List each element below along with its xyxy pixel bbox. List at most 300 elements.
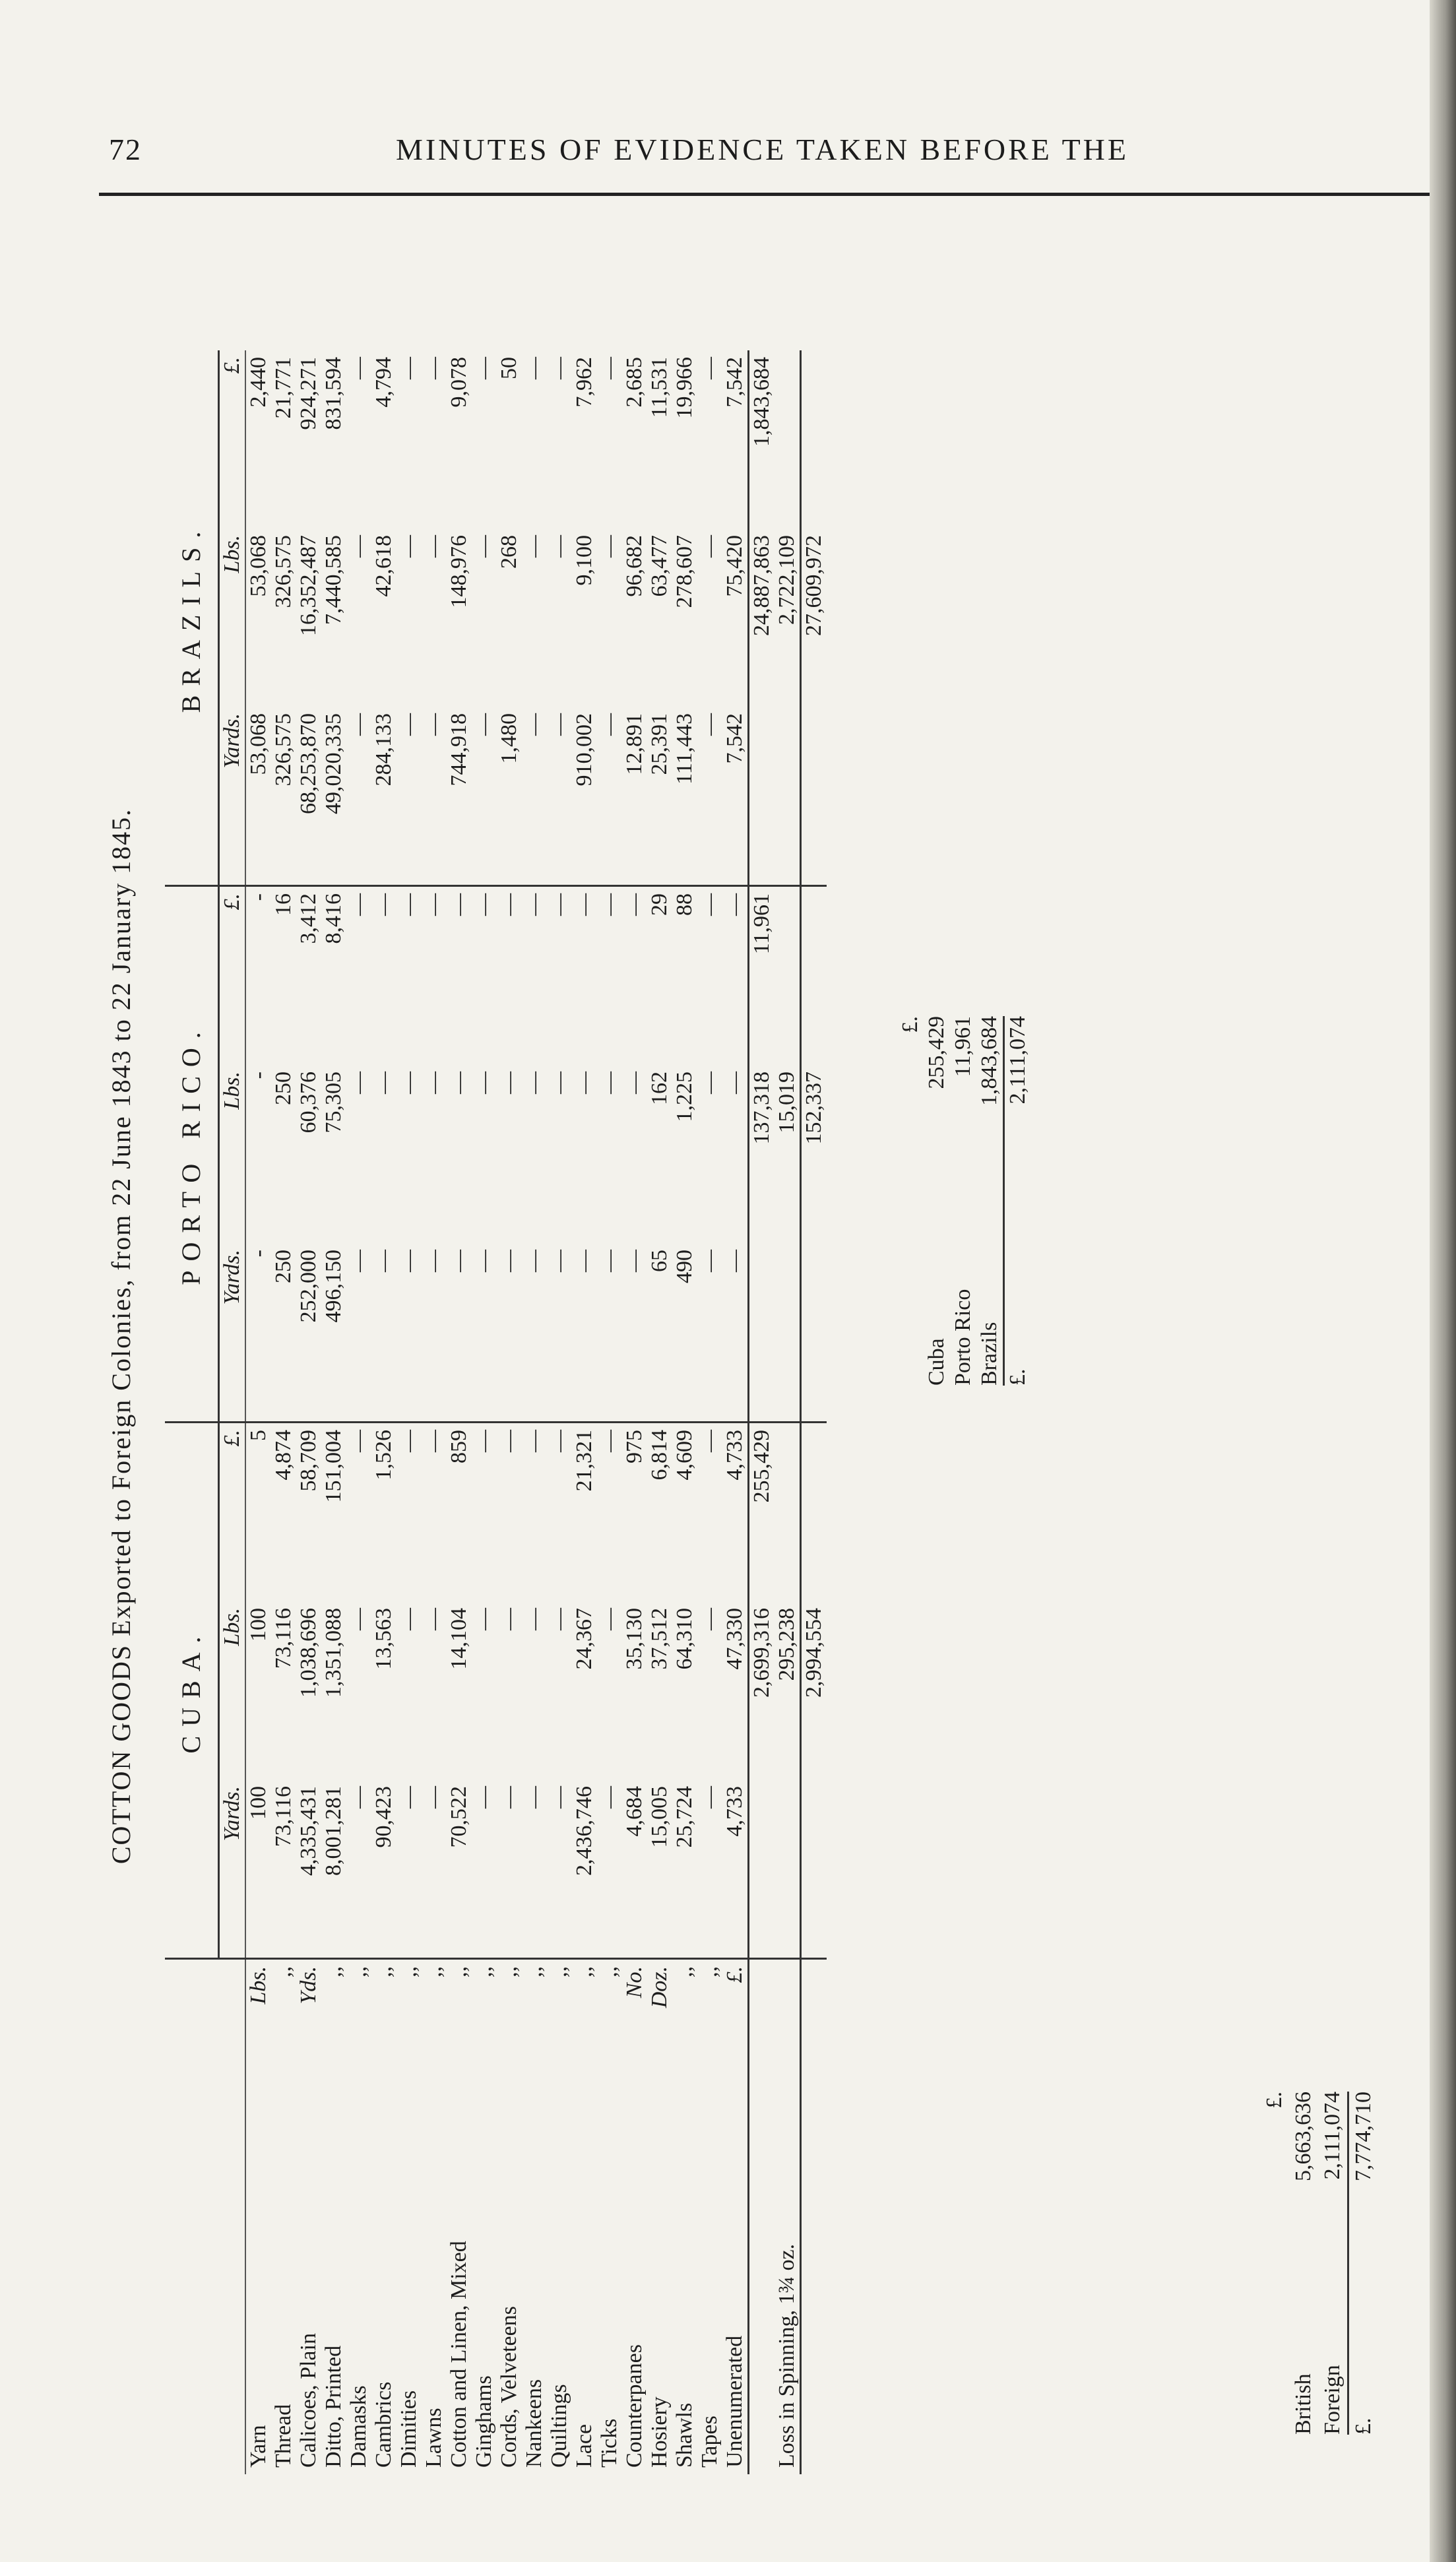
summary-value: 11,961: [951, 1016, 975, 1077]
table-cell: —: [346, 535, 371, 558]
table-cell: 60,376: [296, 1072, 321, 1134]
table-cell: —: [697, 707, 722, 886]
row-label: Ginghams: [472, 2375, 496, 2468]
table-cell: 4,794: [371, 357, 396, 408]
row-unit: ,,: [447, 1966, 471, 1977]
table-cell: 1,526: [371, 1430, 396, 1481]
table-title: COTTON GOODS Exported to Foreign Colonies, from 22 June 1843 to 22 January 1845.: [106, 808, 136, 1865]
grand-cell: [801, 1423, 827, 1602]
table-cell: 2,440: [246, 357, 270, 408]
table-cell: 924,271: [296, 357, 321, 430]
table-cell: 496,150: [321, 1243, 346, 1423]
row-unit: £.: [722, 1966, 747, 1983]
table-cell: —: [597, 1072, 621, 1094]
table-cell: 4,684: [622, 1779, 647, 1959]
final-total: 7,774,710: [1351, 2092, 1376, 2181]
grand-cell: 27,609,972: [801, 528, 827, 707]
table-cell: —: [472, 1072, 496, 1094]
table-cell: —: [522, 1608, 546, 1630]
table-cell: —: [422, 535, 446, 558]
table-cell: 7,440,585: [321, 535, 346, 625]
table-cell: 70,522: [447, 1779, 472, 1959]
grand-cell: [801, 1779, 827, 1959]
table-cell: —: [447, 893, 471, 916]
table-cell: 3,412: [296, 893, 321, 944]
table-cell: —: [722, 893, 747, 916]
table-cell: 4,733: [722, 1430, 747, 1481]
summary-name: Brazils: [977, 1322, 1001, 1386]
row-label: Hosiery: [647, 2396, 672, 2468]
grand-total-row: [801, 350, 827, 2474]
loss-cell: [775, 1243, 801, 1423]
table-cell: —: [547, 1072, 571, 1094]
column-subhead: Lbs.: [219, 1065, 246, 1243]
row-label: Lawns: [422, 2408, 446, 2468]
table-cell: —: [597, 1779, 622, 1959]
table-row: [371, 350, 396, 2474]
table-cell: —: [622, 1072, 647, 1094]
table-cell: —: [472, 893, 496, 916]
table-cell: —: [346, 357, 371, 379]
row-label: Unenumerated: [722, 2335, 747, 2468]
table-cell: —: [522, 893, 546, 916]
table-cell: 278,607: [672, 535, 697, 608]
summary-unit: £.: [898, 1016, 922, 1033]
table-cell: -: [246, 893, 270, 901]
table-cell: —: [497, 1243, 522, 1423]
table-cell: —: [597, 893, 621, 916]
row-unit: Yds.: [296, 1966, 321, 2004]
grand-cell: 152,337: [801, 1065, 827, 1243]
row-label: Calicoes, Plain: [296, 2333, 321, 2468]
table-cell: —: [697, 1608, 722, 1630]
table-cell: —: [346, 1072, 371, 1094]
table-cell: —: [572, 1243, 597, 1423]
total-cell: 1,843,684: [749, 350, 775, 528]
loss-row: [775, 350, 801, 2474]
table-cell: 73,116: [271, 1779, 296, 1959]
row-unit: ,,: [522, 1966, 546, 1977]
column-subhead: £.: [219, 1423, 246, 1602]
final-row: [1318, 2092, 1347, 2435]
table-cell: —: [547, 1243, 572, 1423]
total-cell: 137,318: [749, 1065, 775, 1243]
final-value: 5,663,636: [1291, 2092, 1315, 2181]
row-unit: Lbs.: [246, 1966, 270, 2004]
total-cell: 11,961: [749, 886, 775, 1066]
table-cell: —: [422, 1779, 447, 1959]
page-number: 72: [109, 133, 142, 166]
table-cell: —: [697, 357, 722, 379]
table-cell: —: [371, 893, 396, 916]
table-cell: 2,685: [622, 357, 647, 408]
header-rule: [99, 193, 1451, 196]
table-cell: 63,477: [647, 535, 672, 597]
table-cell: 1,480: [497, 707, 522, 886]
table-cell: -: [246, 1072, 270, 1079]
summary-row: [924, 1016, 950, 1386]
table-cell: —: [422, 1072, 446, 1094]
table-cell: —: [396, 1072, 421, 1094]
table-row: [346, 350, 371, 2474]
table-cell: —: [722, 1072, 747, 1094]
table-row: [396, 350, 422, 2474]
table-cell: —: [597, 357, 621, 379]
table-row: [522, 350, 547, 2474]
table-cell: —: [697, 1243, 722, 1423]
row-label: Thread: [271, 2404, 296, 2468]
row-unit: ,,: [472, 1966, 496, 1977]
table-cell: —: [597, 707, 622, 886]
table-cell: —: [697, 1430, 722, 1452]
table-cell: —: [346, 1608, 371, 1630]
row-label: Nankeens: [522, 2379, 546, 2468]
row-label: Cambrics: [371, 2381, 396, 2468]
row-label: Damasks: [346, 2385, 371, 2468]
table-cell: 16,352,487: [296, 535, 321, 636]
table-cell: 73,116: [271, 1608, 296, 1669]
table-cell: 250: [271, 1072, 296, 1105]
table-cell: —: [371, 1072, 396, 1094]
row-unit: ,,: [371, 1966, 396, 1977]
table-cell: —: [472, 1779, 497, 1959]
table-cell: —: [472, 1243, 497, 1423]
table-cell: -: [245, 1243, 271, 1423]
loss-cell: [775, 886, 801, 1066]
subhead-blank: [219, 2039, 246, 2474]
table-cell: —: [447, 1243, 472, 1423]
loss-cell: [775, 1779, 801, 1959]
table-cell: —: [547, 1608, 571, 1630]
final-value: 2,111,074: [1320, 2092, 1345, 2180]
row-label: Lace: [572, 2423, 596, 2468]
table-cell: —: [547, 1430, 571, 1452]
table-cell: —: [722, 1243, 749, 1423]
table-row: [497, 350, 522, 2474]
table-cell: —: [396, 535, 421, 558]
table-cell: 831,594: [321, 357, 346, 430]
table-cell: 75,305: [321, 1072, 346, 1134]
summary-value: 255,429: [924, 1016, 949, 1089]
table-cell: 25,391: [647, 707, 672, 886]
table-cell: 68,253,870: [296, 707, 321, 886]
table-cell: —: [697, 893, 722, 916]
summary-value: 1,843,684: [977, 1016, 1001, 1106]
column-subhead: £.: [219, 350, 246, 528]
table-cell: —: [597, 535, 621, 558]
table-cell: 75,420: [722, 535, 747, 597]
table-cell: —: [547, 535, 571, 558]
table-cell: —: [472, 357, 496, 379]
table-cell: —: [396, 357, 421, 379]
table-cell: 13,563: [371, 1608, 396, 1670]
rotated-table: [106, 198, 1438, 2474]
table-cell: 96,682: [622, 535, 647, 597]
exports-table: [165, 350, 827, 2474]
table-cell: —: [396, 893, 421, 916]
table-cell: 151,004: [321, 1430, 346, 1503]
table-cell: 975: [622, 1430, 647, 1463]
binding-edge: [1430, 0, 1456, 2562]
column-subhead: Lbs.: [219, 528, 246, 707]
table-cell: —: [522, 1430, 546, 1452]
table-cell: —: [547, 707, 572, 886]
total-cell: 2,699,316: [749, 1601, 775, 1779]
table-row: [697, 350, 722, 2474]
table-row: [672, 350, 697, 2474]
final-total-unit: £.: [1351, 2418, 1376, 2435]
table-row: [321, 350, 346, 2474]
table-cell: —: [447, 1072, 471, 1094]
table-cell: 326,575: [271, 707, 296, 886]
loss-unit: [775, 1959, 801, 2039]
summary-total: 2,111,074: [1005, 1016, 1030, 1105]
table-row: [722, 350, 749, 2474]
table-cell: —: [396, 707, 422, 886]
table-cell: 7,542: [722, 707, 749, 886]
table-cell: 7,542: [722, 357, 747, 408]
row-label: Quiltings: [547, 2384, 571, 2468]
table-cell: 268: [497, 535, 521, 569]
table-cell: —: [522, 1072, 546, 1094]
table-cell: 252,000: [296, 1243, 321, 1423]
group-header: CUBA.: [165, 1423, 219, 1959]
total-cell: [749, 1779, 775, 1959]
table-cell: 21,771: [271, 357, 296, 419]
loss-cell: 15,019: [775, 1072, 799, 1134]
row-unit: ,,: [422, 1966, 446, 1977]
table-cell: —: [346, 1430, 371, 1452]
row-unit: Doz.: [647, 1966, 672, 2008]
row-unit: ,,: [497, 1966, 521, 1977]
table-cell: 910,002: [572, 707, 597, 886]
table-cell: 4,733: [722, 1779, 749, 1959]
table-cell: —: [597, 1608, 621, 1630]
table-cell: 53,068: [245, 707, 271, 886]
loss-label: Loss in Spinning, 1¾ oz.: [775, 2243, 799, 2468]
table-cell: 12,891: [622, 707, 647, 886]
table-cell: —: [422, 1608, 446, 1630]
grand-cell: [801, 1243, 827, 1423]
table-cell: 8,001,281: [321, 1779, 346, 1959]
table-cell: —: [371, 1243, 396, 1423]
table-cell: —: [422, 707, 447, 886]
column-subhead: Lbs.: [219, 1601, 246, 1779]
summary-row: [976, 1016, 1003, 1386]
table-cell: —: [472, 1430, 496, 1452]
table-cell: —: [547, 893, 571, 916]
table-cell: 50: [497, 357, 521, 379]
row-unit: ,,: [572, 1966, 596, 1977]
table-cell: 58,709: [296, 1430, 321, 1492]
grand-unit: [801, 1959, 827, 2039]
column-subhead: £.: [219, 886, 246, 1066]
column-subhead: Yards.: [219, 1779, 246, 1959]
total-cell: [749, 1243, 775, 1423]
loss-cell: 295,238: [775, 1608, 799, 1681]
summary-name: Porto Rico: [951, 1289, 975, 1386]
table-cell: —: [346, 707, 371, 886]
summary-name: Cuba: [924, 1338, 949, 1386]
table-cell: —: [497, 1779, 522, 1959]
table-cell: 744,918: [447, 707, 472, 886]
table-cell: 2,436,746: [572, 1779, 597, 1959]
table-row: [572, 350, 597, 2474]
grand-cell: 2,994,554: [801, 1601, 827, 1779]
table-cell: 7,962: [572, 357, 596, 408]
loss-cell: [775, 1423, 801, 1602]
row-label: Ditto, Printed: [321, 2345, 346, 2468]
table-cell: 25,724: [672, 1779, 697, 1959]
table-cell: —: [422, 1243, 447, 1423]
table-cell: 15,005: [647, 1779, 672, 1959]
table-cell: 88: [672, 893, 697, 916]
table-cell: 37,512: [647, 1608, 672, 1670]
table-cell: —: [346, 1779, 371, 1959]
table-cell: 859: [447, 1430, 471, 1463]
table-cell: —: [422, 357, 446, 379]
table-cell: —: [422, 893, 446, 916]
row-label: Cords, Velveteens: [497, 2306, 521, 2468]
table-cell: 5: [246, 1430, 270, 1441]
table-cell: —: [396, 1243, 422, 1423]
row-label: Ticks: [597, 2418, 621, 2468]
table-cell: 148,976: [447, 535, 471, 608]
final-unit: £.: [1262, 2092, 1286, 2109]
table-cell: 1,225: [672, 1072, 697, 1122]
table-cell: —: [522, 535, 546, 558]
table-cell: 1,351,088: [321, 1608, 346, 1698]
table-cell: —: [522, 1779, 547, 1959]
row-label: Dimities: [396, 2390, 421, 2468]
table-cell: —: [522, 1243, 547, 1423]
table-row: [647, 350, 672, 2474]
total-cell: 24,887,863: [749, 528, 775, 707]
table-cell: 65: [647, 1243, 672, 1423]
table-cell: 9,100: [572, 535, 596, 586]
table-cell: —: [396, 1608, 421, 1630]
table-cell: 8,416: [321, 893, 346, 944]
table-cell: 42,618: [371, 535, 396, 597]
row-label: Counterpanes: [622, 2344, 647, 2468]
totals-unit: [749, 1959, 775, 2039]
table-row: [422, 350, 447, 2474]
row-label: Yarn: [246, 2425, 270, 2468]
table-cell: —: [422, 1430, 446, 1452]
table-cell: 490: [672, 1243, 697, 1423]
final-name: Foreign: [1320, 2365, 1345, 2435]
row-unit: ,,: [271, 1966, 296, 1977]
table-cell: 64,310: [672, 1608, 697, 1670]
table-cell: 35,130: [622, 1608, 647, 1670]
column-subhead: Yards.: [219, 707, 246, 886]
loss-cell: [775, 707, 801, 886]
table-cell: —: [472, 707, 497, 886]
final-row: [1289, 2092, 1318, 2435]
table-cell: —: [697, 1072, 722, 1094]
table-cell: 29: [647, 893, 672, 916]
row-label: Cotton and Linen, Mixed: [447, 2241, 471, 2468]
colonies-summary: [897, 1016, 1031, 1386]
table-cell: —: [547, 357, 571, 379]
table-cell: —: [522, 707, 547, 886]
table-cell: 90,423: [371, 1779, 396, 1959]
total-cell: 255,429: [749, 1423, 775, 1602]
table-cell: 53,068: [246, 535, 270, 597]
table-cell: —: [597, 1243, 622, 1423]
table-row: [622, 350, 647, 2474]
grand-cell: [801, 350, 827, 528]
totals-row: [749, 350, 775, 2474]
table-cell: 1,038,696: [296, 1608, 321, 1698]
grand-label: [801, 2039, 827, 2474]
table-cell: 326,575: [271, 535, 296, 608]
group-header: BRAZILS.: [165, 350, 219, 886]
table-cell: —: [697, 1779, 722, 1959]
table-cell: 4,335,431: [296, 1779, 321, 1959]
table-cell: —: [472, 535, 496, 558]
table-cell: 100: [245, 1779, 271, 1959]
row-unit: ,,: [396, 1966, 421, 1977]
group-header: PORTO RICO.: [165, 886, 219, 1423]
table-cell: —: [497, 1608, 521, 1630]
summary-row: [950, 1016, 976, 1386]
table-cell: —: [622, 893, 647, 916]
british-foreign-summary: [1260, 2092, 1378, 2435]
table-cell: —: [697, 535, 722, 558]
table-row: [296, 350, 321, 2474]
table-cell: 250: [271, 1243, 296, 1423]
row-unit: ,,: [597, 1966, 621, 1977]
table-row: [447, 350, 472, 2474]
table-cell: —: [497, 1072, 521, 1094]
row-label: Tapes: [697, 2416, 722, 2468]
table-row: [245, 350, 271, 2474]
table-row: [547, 350, 572, 2474]
row-label: Shawls: [672, 2402, 697, 2468]
table-cell: —: [396, 1779, 422, 1959]
table-cell: 4,609: [672, 1430, 697, 1481]
row-unit: ,,: [697, 1966, 722, 1977]
grand-cell: [801, 707, 827, 886]
row-unit: ,,: [321, 1966, 346, 1977]
subhead-blank: [219, 1959, 246, 2039]
final-name: British: [1291, 2373, 1315, 2435]
table-cell: 16: [271, 893, 296, 916]
table-cell: —: [497, 1430, 521, 1452]
loss-cell: 2,722,109: [775, 535, 799, 625]
table-cell: —: [572, 1072, 596, 1094]
table-row: [472, 350, 497, 2474]
table-cell: 111,443: [672, 707, 697, 886]
table-cell: —: [622, 1243, 647, 1423]
table-cell: —: [597, 1430, 621, 1452]
table-cell: 47,330: [722, 1608, 747, 1670]
table-cell: —: [346, 893, 371, 916]
row-unit: No.: [622, 1966, 647, 1999]
table-cell: 9,078: [447, 357, 471, 408]
table-row: [597, 350, 622, 2474]
table-cell: —: [497, 893, 521, 916]
table-row: [271, 350, 296, 2474]
table-cell: 49,020,335: [321, 707, 346, 886]
table-cell: —: [522, 357, 546, 379]
table-cell: 21,321: [572, 1430, 596, 1492]
table-cell: 14,104: [447, 1608, 471, 1670]
table-cell: —: [396, 1430, 421, 1452]
table-cell: 19,966: [672, 357, 697, 419]
table-cell: 4,874: [271, 1430, 296, 1481]
